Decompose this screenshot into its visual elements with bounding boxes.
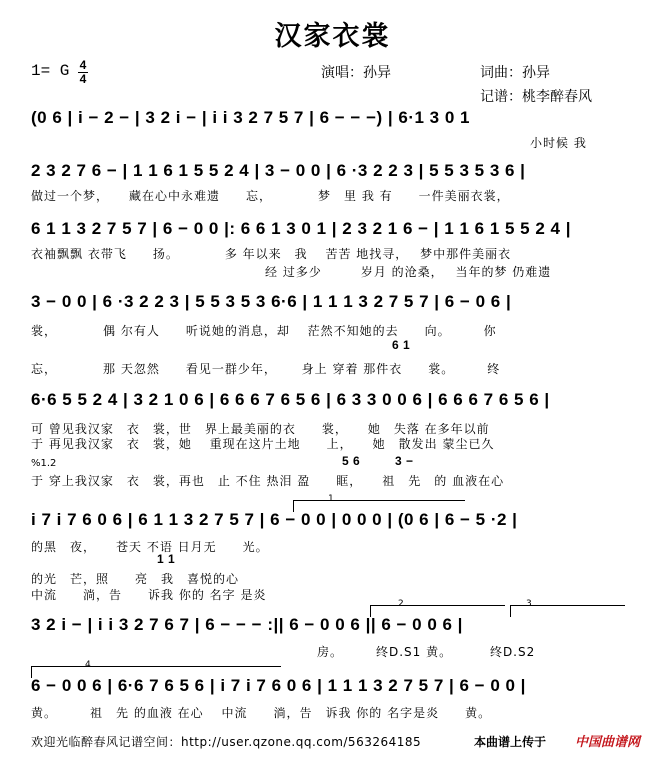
inline-notes: 5 6 — [342, 454, 361, 468]
volta-bracket — [293, 500, 465, 501]
key-signature: 1= G — [31, 62, 70, 80]
lyric-line: 忘， 那 天忽然 看见一群少年， 身上 穿着 那件衣 裳。 终 — [31, 362, 501, 376]
ds-marker: %1.2 — [31, 458, 57, 469]
lyric-line: 中流 淌，告 诉我 你的 名字 是炎 — [31, 588, 267, 602]
volta-number: 1 — [328, 494, 334, 504]
volta-number: 3 — [526, 599, 532, 609]
upload-note: 本曲谱上传于 — [474, 735, 547, 749]
lyric-line: 的光 芒，照 亮 我 喜悦的心 — [31, 572, 240, 586]
lyric-line: 小时候 我 — [530, 136, 587, 150]
site-logo: 中国曲谱网 — [575, 735, 641, 750]
inline-notes: 1 1 — [157, 552, 176, 566]
transcriber-credit: 记谱：桃李醉春风 — [480, 89, 592, 105]
notation-line: 3 2 i − | i i 3 2 7 6 7 | 6 − − − :|| 6 − 0 0 6 || 6 − 0 0 6 | — [31, 615, 463, 634]
lyric-line: 于 穿上我汉家 衣 裳，再也 止 不住 热泪 盈 眶， 祖 先 的 血液在心 — [31, 474, 505, 488]
volta-bracket — [510, 605, 511, 617]
lyric-line: 做过一个梦， 藏在心中永难遗 忘， 梦 里 我 有 一件美丽衣裳， — [31, 189, 510, 203]
inline-notes: 6 1 — [392, 338, 411, 352]
lyric-line: 于 再见我汉家 衣 裳，她 重现在这片土地 上， 她 散发出 蒙尘已久 — [31, 437, 495, 451]
page-title: 汉家衣裳 — [274, 21, 391, 52]
lyric-line: 裳， 偶 尔有人 听说她的消息，却 茫然不知她的去 向。 你 — [31, 324, 497, 338]
notation-line: 2 3 2 7 6 − | 1 1 6 1 5 5 2 4 | 3 − 0 0 | 6 ·3 2 2 3 | 5 5 3 5 3 6 | — [31, 161, 526, 180]
notation-line: 6·6 5 5 2 4 | 3 2 1 0 6 | 6 6 6 7 6 5 6 | 6 3 3 0 0 6 | 6 6 6 7 6 5 6 | — [31, 390, 550, 409]
volta-bracket — [370, 605, 505, 606]
time-signature-bottom: 4 — [79, 72, 87, 86]
composer-credit: 词曲：孙异 — [480, 65, 550, 81]
notation-line: 3 − 0 0 | 6 ·3 2 2 3 | 5 5 3 5 3 6·6 | 1 1 1 3 2 7 5 7 | 6 − 0 6 | — [31, 292, 512, 311]
time-signature-top: 4 — [79, 58, 87, 72]
lyric-line: 经 过多少 岁月 的沧桑， 当年的梦 仍难遗 — [265, 265, 552, 279]
notation-line: 6 − 0 0 6 | 6·6 7 6 5 6 | i 7 i 7 6 0 6 | 1 1 1 3 2 7 5 7 | 6 − 0 0 | — [31, 676, 526, 695]
lyric-line: 可 曾见我汉家 衣 裳，世 界上最美丽的衣 裳， 她 失落 在多年以前 — [31, 422, 490, 436]
notation-line: 6 1 1 3 2 7 5 7 | 6 − 0 0 |: 6 6 1 3 0 1 | 2 3 2 1 6 − | 1 1 6 1 5 5 2 4 | — [31, 219, 571, 238]
volta-number: 4 — [85, 660, 91, 670]
lyric-line: 房。 终D.S1 黄。 终D.S2 — [31, 645, 536, 659]
lyric-line: 的黑 夜， 苍天 不语 日月无 光。 — [31, 540, 269, 554]
footer-credit: 欢迎光临醉春风记谱空间：http://user.qzone.qq.com/563264185 — [31, 735, 422, 749]
volta-number: 2 — [398, 599, 404, 609]
lyric-line: 衣袖飘飘 衣带飞 扬。 多 年以来 我 苦苦 地找寻， 梦中那件美丽衣 — [31, 247, 512, 261]
notation-line: (0 6 | i − 2 − | 3 2 i − | i i 3 2 7 5 7 | 6 − − −) | 6·1 3 0 1 — [31, 108, 470, 127]
lyric-line: 黄。 祖 先 的血液 在心 中流 淌，告 诉我 你的 名字是炎 黄。 — [31, 706, 492, 720]
volta-bracket — [31, 666, 281, 667]
singer-credit: 演唱：孙异 — [321, 65, 391, 81]
inline-notes: 3 − — [395, 454, 414, 468]
notation-line: i 7 i 7 6 0 6 | 6 1 1 3 2 7 5 7 | 6 − 0 0 | 0 0 0 | (0 6 | 6 − 5 ·2 | — [31, 510, 518, 529]
time-signature — [78, 60, 88, 85]
